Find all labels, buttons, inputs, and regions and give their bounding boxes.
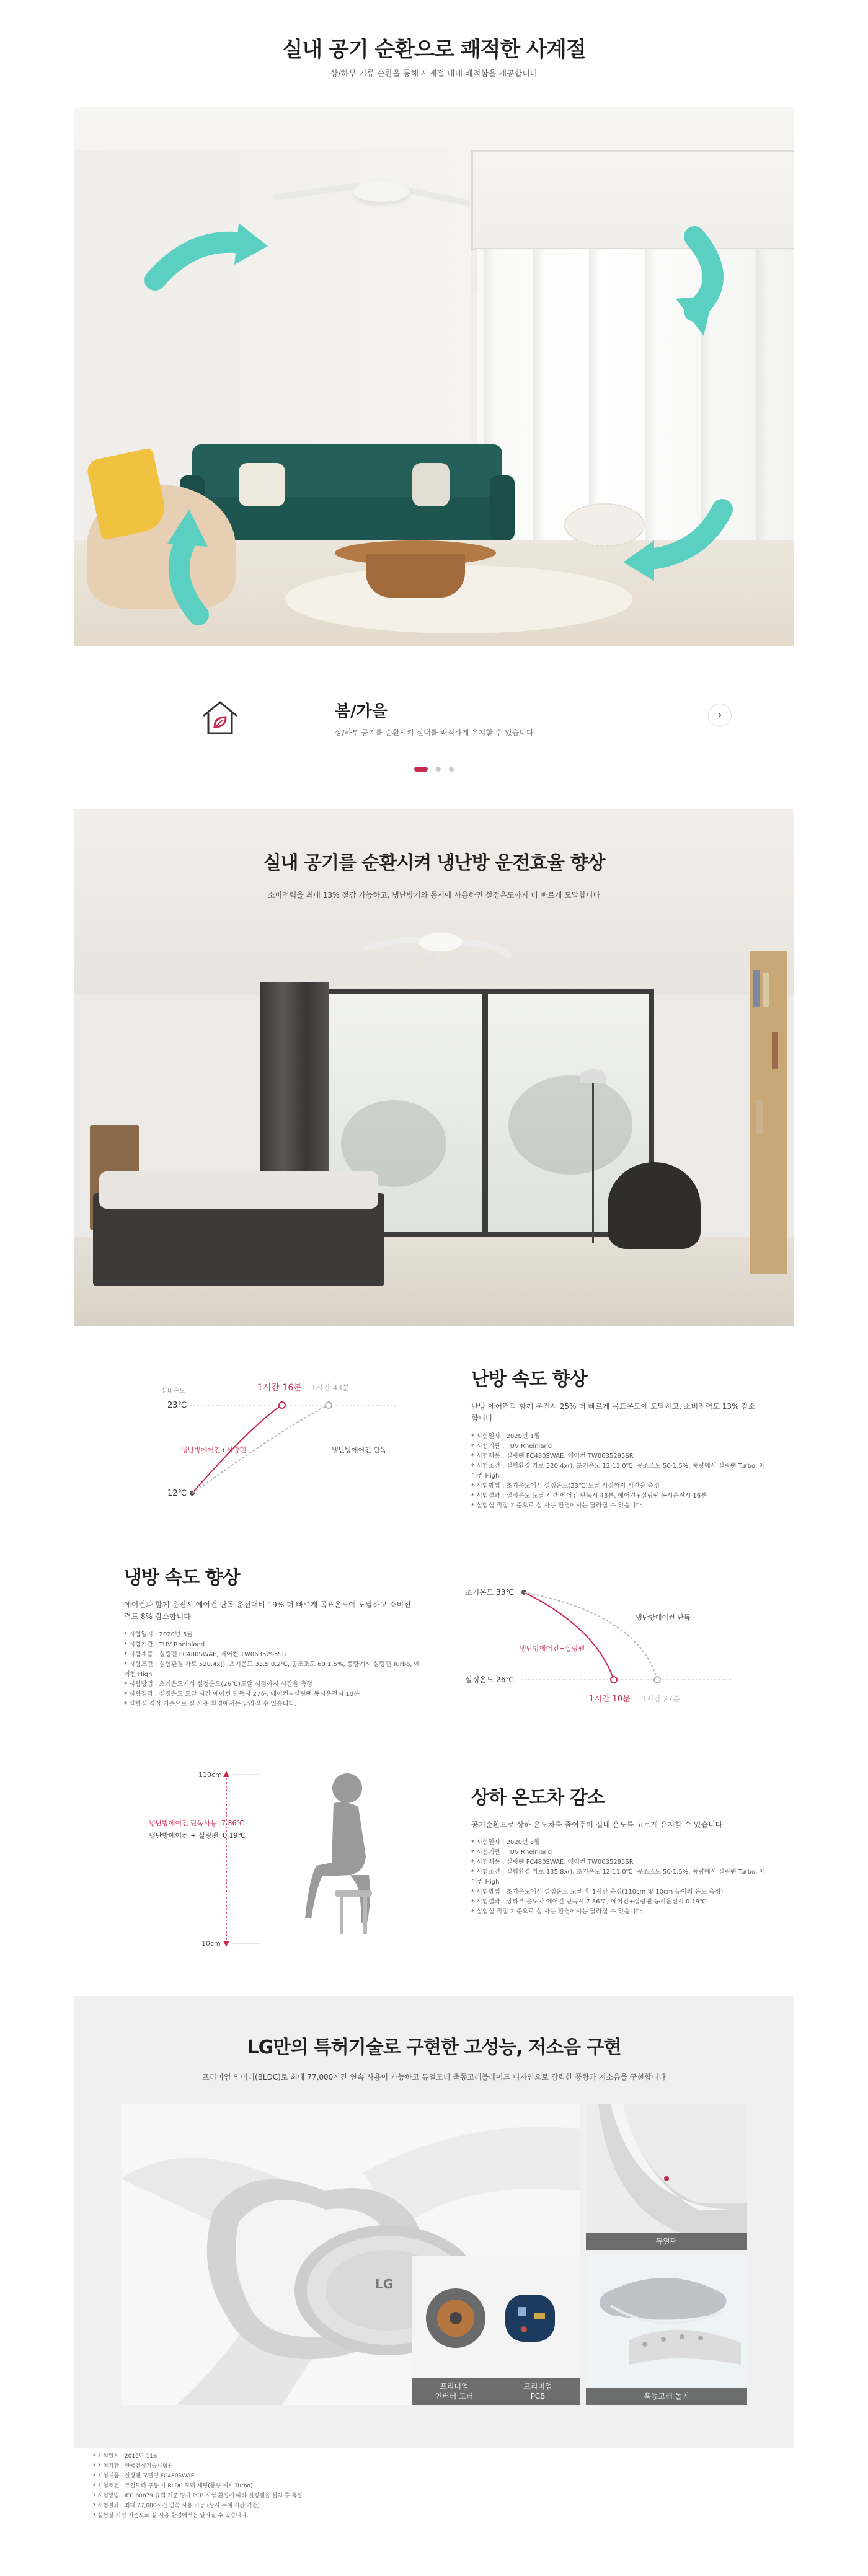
section4-subtitle: 프리미엄 인버터(BLDC)로 최대 77,000시간 연속 사용이 가능하고 듀얼모터 축동고래블레이드 디자인으로 강력한 풍량과 저소음을 구현합니다 xyxy=(202,2073,666,2081)
airflow-arrow-bottom-right xyxy=(651,509,722,559)
seated-person-icon xyxy=(305,1773,372,1934)
technology-section xyxy=(74,1996,794,2448)
time-label-alone: 1시간 43분 xyxy=(311,1383,350,1392)
end-point-fan xyxy=(279,1402,285,1408)
ceiling-fan xyxy=(74,809,794,1326)
note: * 시험조건 : 듀얼모터 구동 시 BLDC 모터 세팅(풍량 예시 Turbo) xyxy=(93,2483,253,2489)
note: * 시험결과 : 상하부 온도차 에어컨 단독시 7.86℃, 에어컨+실링팬 동시운전시 0.19℃ xyxy=(471,1899,707,1905)
series-label-alone: 냉난방에어컨 단독 xyxy=(332,1446,387,1454)
note: * 시험조건 : 실험환경 가로 520.4x(), 초기온도 12·11.0℃, 공조조도 50·1.5%, 풍량예시 실링팬 Turbo, 에어컨 High xyxy=(471,1463,766,1480)
airflow-arrows xyxy=(74,107,794,646)
note: * 시험결과 : 최대 77,000시간 연속 사용 가능 (상시 누계 시간 기준) xyxy=(93,2503,260,2509)
airflow-arrowhead xyxy=(676,296,713,336)
note: * 시험조건 : 실험환경 가로 520.4x(), 초기온도 33.5·0.2℃, 공조조도 60·1.5%, 풍량예시 실링팬 Turbo, 에어컨 High xyxy=(124,1661,420,1678)
note: * 시험기관 : TUV Rheinland xyxy=(471,1849,552,1856)
end-point-alone xyxy=(326,1402,332,1408)
temp-diff-description: 공기순환으로 상하 온도차를 줄여주어 실내 온도를 고르게 유지할 수 있습니다 xyxy=(471,1820,723,1829)
series-label-fan: 냉난방에어컨+실링팬 xyxy=(181,1446,246,1454)
bedroom-image xyxy=(74,809,794,1326)
note: * 시험제품 : 실링팬 FC480SWAE, 에어컨 TW0635295SR xyxy=(471,1453,634,1460)
end-point-alone xyxy=(654,1677,660,1683)
note: * 실험실 직접 기준으로 실 사용 환경에서는 달라질 수 있습니다. xyxy=(93,2513,249,2519)
cooling-description: 에어컨과 함께 운전시 에어컨 단독 운전대비 19% 더 빠르게 목표온도에 도달하고 소비전력도 8% 감소합니다 xyxy=(124,1600,411,1621)
motor-label: 프리미엄 인버터 모터 xyxy=(412,2378,496,2405)
height-top-label: 110cm xyxy=(198,1771,222,1779)
y-top-label: 실내온도 xyxy=(161,1388,185,1395)
next-slide-button[interactable]: › xyxy=(708,704,732,727)
y-end-label: 23℃ xyxy=(167,1401,187,1410)
end-point-fan xyxy=(611,1677,617,1683)
arrowhead-top xyxy=(223,1771,229,1777)
living-room-image xyxy=(74,107,794,646)
airflow-arrowhead xyxy=(167,509,208,547)
temp-diff-line2: 냉난방에어컨 + 실링팬: 0.19℃ xyxy=(149,1832,246,1840)
pagination-dot-1[interactable] xyxy=(414,767,428,772)
note: * 시험일시 : 2020년 3월 xyxy=(471,1839,540,1846)
pagination-dot-2[interactable] xyxy=(436,767,441,772)
footer-notes xyxy=(93,2451,775,2521)
note: * 시험기관 : TUV Rheinland xyxy=(471,1443,552,1450)
note: * 시험결과 : 설정온도 도달 시간 에어컨 단독시 27분, 에어컨+실링팬 동시운전시 10분 xyxy=(124,1691,360,1698)
note: * 시험제품 : 실링팬 FC480SWAE, 에어컨 TW0635295SR xyxy=(471,1859,634,1866)
cooling-notes xyxy=(124,1630,422,1709)
time-label-fan: 1시간 10분 xyxy=(589,1695,631,1704)
section1-title: 실내 공기 순환으로 쾌적한 사계절 xyxy=(282,37,586,62)
airflow-arrow-bottom-left xyxy=(179,540,198,615)
dual-blade-label: 듀얼팬 xyxy=(586,2233,747,2250)
motor-pcb-panel xyxy=(412,2256,580,2405)
curve-alone xyxy=(524,1592,657,1680)
temp-diff-notes xyxy=(471,1838,769,1917)
cooling-chart xyxy=(465,1577,744,1720)
lg-logo: LG xyxy=(375,2277,394,2291)
y-start-label: 초기온도 33℃ xyxy=(465,1588,514,1597)
pcb-label: 프리미엄 PCB xyxy=(496,2378,580,2405)
heating-description: 난방 에어컨과 함께 운전시 25% 더 빠르게 목표온도에 도달하고, 소비전력도 13% 감소합니다 xyxy=(471,1402,756,1423)
slide-pagination xyxy=(0,762,868,774)
heating-notes xyxy=(471,1432,769,1511)
season-description: 상/하부 공기를 순환시켜 실내를 쾌적하게 유지할 수 있습니다 xyxy=(335,728,534,737)
note: * 시험조건 : 실험환경 가로 135.8x(), 초기온도 12·11.0℃, 공조조도 50·1.5%, 풍량예시 실링팬 Turbo, 에어컨 High xyxy=(471,1869,766,1886)
section2-title: 실내 공기를 순환시켜 냉난방 운전효율 향상 xyxy=(263,852,605,874)
heating-chart xyxy=(136,1373,409,1515)
temp-diff-figure xyxy=(136,1763,409,1956)
note: * 시험방법 : 초기온도에서 설정온도(23℃)도달 시점까지 시간을 측정 xyxy=(471,1483,660,1489)
season-title: 봄/가을 xyxy=(335,702,388,721)
note: * 시험일시 : 2020년 5월 xyxy=(124,1631,193,1638)
note: * 시험기관 : TUV Rheinland xyxy=(124,1641,205,1648)
season-slide xyxy=(124,685,744,753)
time-label-alone: 1시간 27분 xyxy=(642,1695,680,1703)
airflow-arrow-top-left xyxy=(155,242,242,280)
ceiling-fan-hub xyxy=(418,933,462,951)
note: * 시험일시 : 2019년 11월 xyxy=(93,2453,159,2459)
section4-title: LG만의 특허기술로 구현한 고성능, 저소음 구현 xyxy=(247,2037,621,2058)
series-label-fan: 냉난방에어컨+실링팬 xyxy=(520,1644,585,1652)
note: * 실험실 직접 기준으로 실 사용 환경에서는 달라질 수 있습니다. xyxy=(471,1908,644,1915)
cooling-title: 냉방 속도 향상 xyxy=(124,1567,240,1589)
note: * 실험실 직접 기준으로 실 사용 환경에서는 달라질 수 있습니다. xyxy=(124,1701,297,1708)
y-end-label: 설정온도 26℃ xyxy=(465,1675,514,1684)
dual-blade-image xyxy=(586,2104,747,2250)
note: * 시험제품 : 실링팬 모델명 FC480SWAE xyxy=(93,2473,195,2479)
series-label-alone: 냉난방에어컨 단독 xyxy=(636,1613,691,1621)
curve-fan xyxy=(524,1592,614,1680)
heating-title: 난방 속도 향상 xyxy=(471,1369,587,1390)
note: * 시험방법 : 초기온도에서 설정온도 도달 후 1시간 측정(110cm 및 10cm 높이의 온도 측정) xyxy=(471,1889,724,1895)
note: * 시험기관 : 한국건설기술시험원 xyxy=(93,2463,174,2469)
airflow-arrowhead xyxy=(234,223,268,265)
temp-diff-title: 상하 온도차 감소 xyxy=(471,1787,604,1809)
house-leaf-icon xyxy=(198,696,242,739)
arrowhead-bottom xyxy=(223,1941,229,1947)
airflow-arrowhead xyxy=(623,540,654,581)
section2-subtitle: 소비전력을 최대 13% 절감 가능하고, 냉난방기와 동시에 사용하면 설정온도까지 더 빠르게 도달합니다 xyxy=(267,891,601,899)
note: * 시험방법 : IEC 60879 규격 기준 당사 PCB 시험 환경에 따라 실링팬을 설치 후 측정 xyxy=(93,2493,303,2499)
y-start-label: 12℃ xyxy=(167,1489,187,1498)
note: * 시험제품 : 실링팬 FC480SWAE, 에어컨 TW0635295SR xyxy=(124,1651,286,1658)
note: * 실험실 직접 기준으로 실 사용 환경에서는 달라질 수 있습니다. xyxy=(471,1502,644,1509)
dual-blade-panel xyxy=(586,2104,747,2250)
height-bottom-label: 10cm xyxy=(202,1939,221,1947)
note: * 시험일시 : 2020년 1월 xyxy=(471,1433,540,1440)
section1-subtitle: 상/하부 기류 순환을 통해 사계절 내내 쾌적함을 제공합니다 xyxy=(330,69,538,79)
note: * 시험방법 : 초기온도에서 설정온도(26℃)도달 시점까지 시간을 측정 xyxy=(124,1681,312,1688)
pagination-dot-3[interactable] xyxy=(449,767,454,772)
note: * 시험결과 : 설정온도 도달 시간 에어컨 단독시 43분, 에어컨+실링팬 동시운전시 16분 xyxy=(471,1493,707,1499)
whale-panel xyxy=(586,2256,747,2405)
pcb-icon xyxy=(505,2295,555,2342)
humpback-whale-image xyxy=(586,2256,747,2405)
whale-label: 혹등고래 돌기 xyxy=(586,2388,747,2405)
time-label-fan: 1시간 16분 xyxy=(257,1383,302,1393)
temp-diff-line1: 냉난방에어컨 단독사용: 7.86℃ xyxy=(149,1819,244,1827)
